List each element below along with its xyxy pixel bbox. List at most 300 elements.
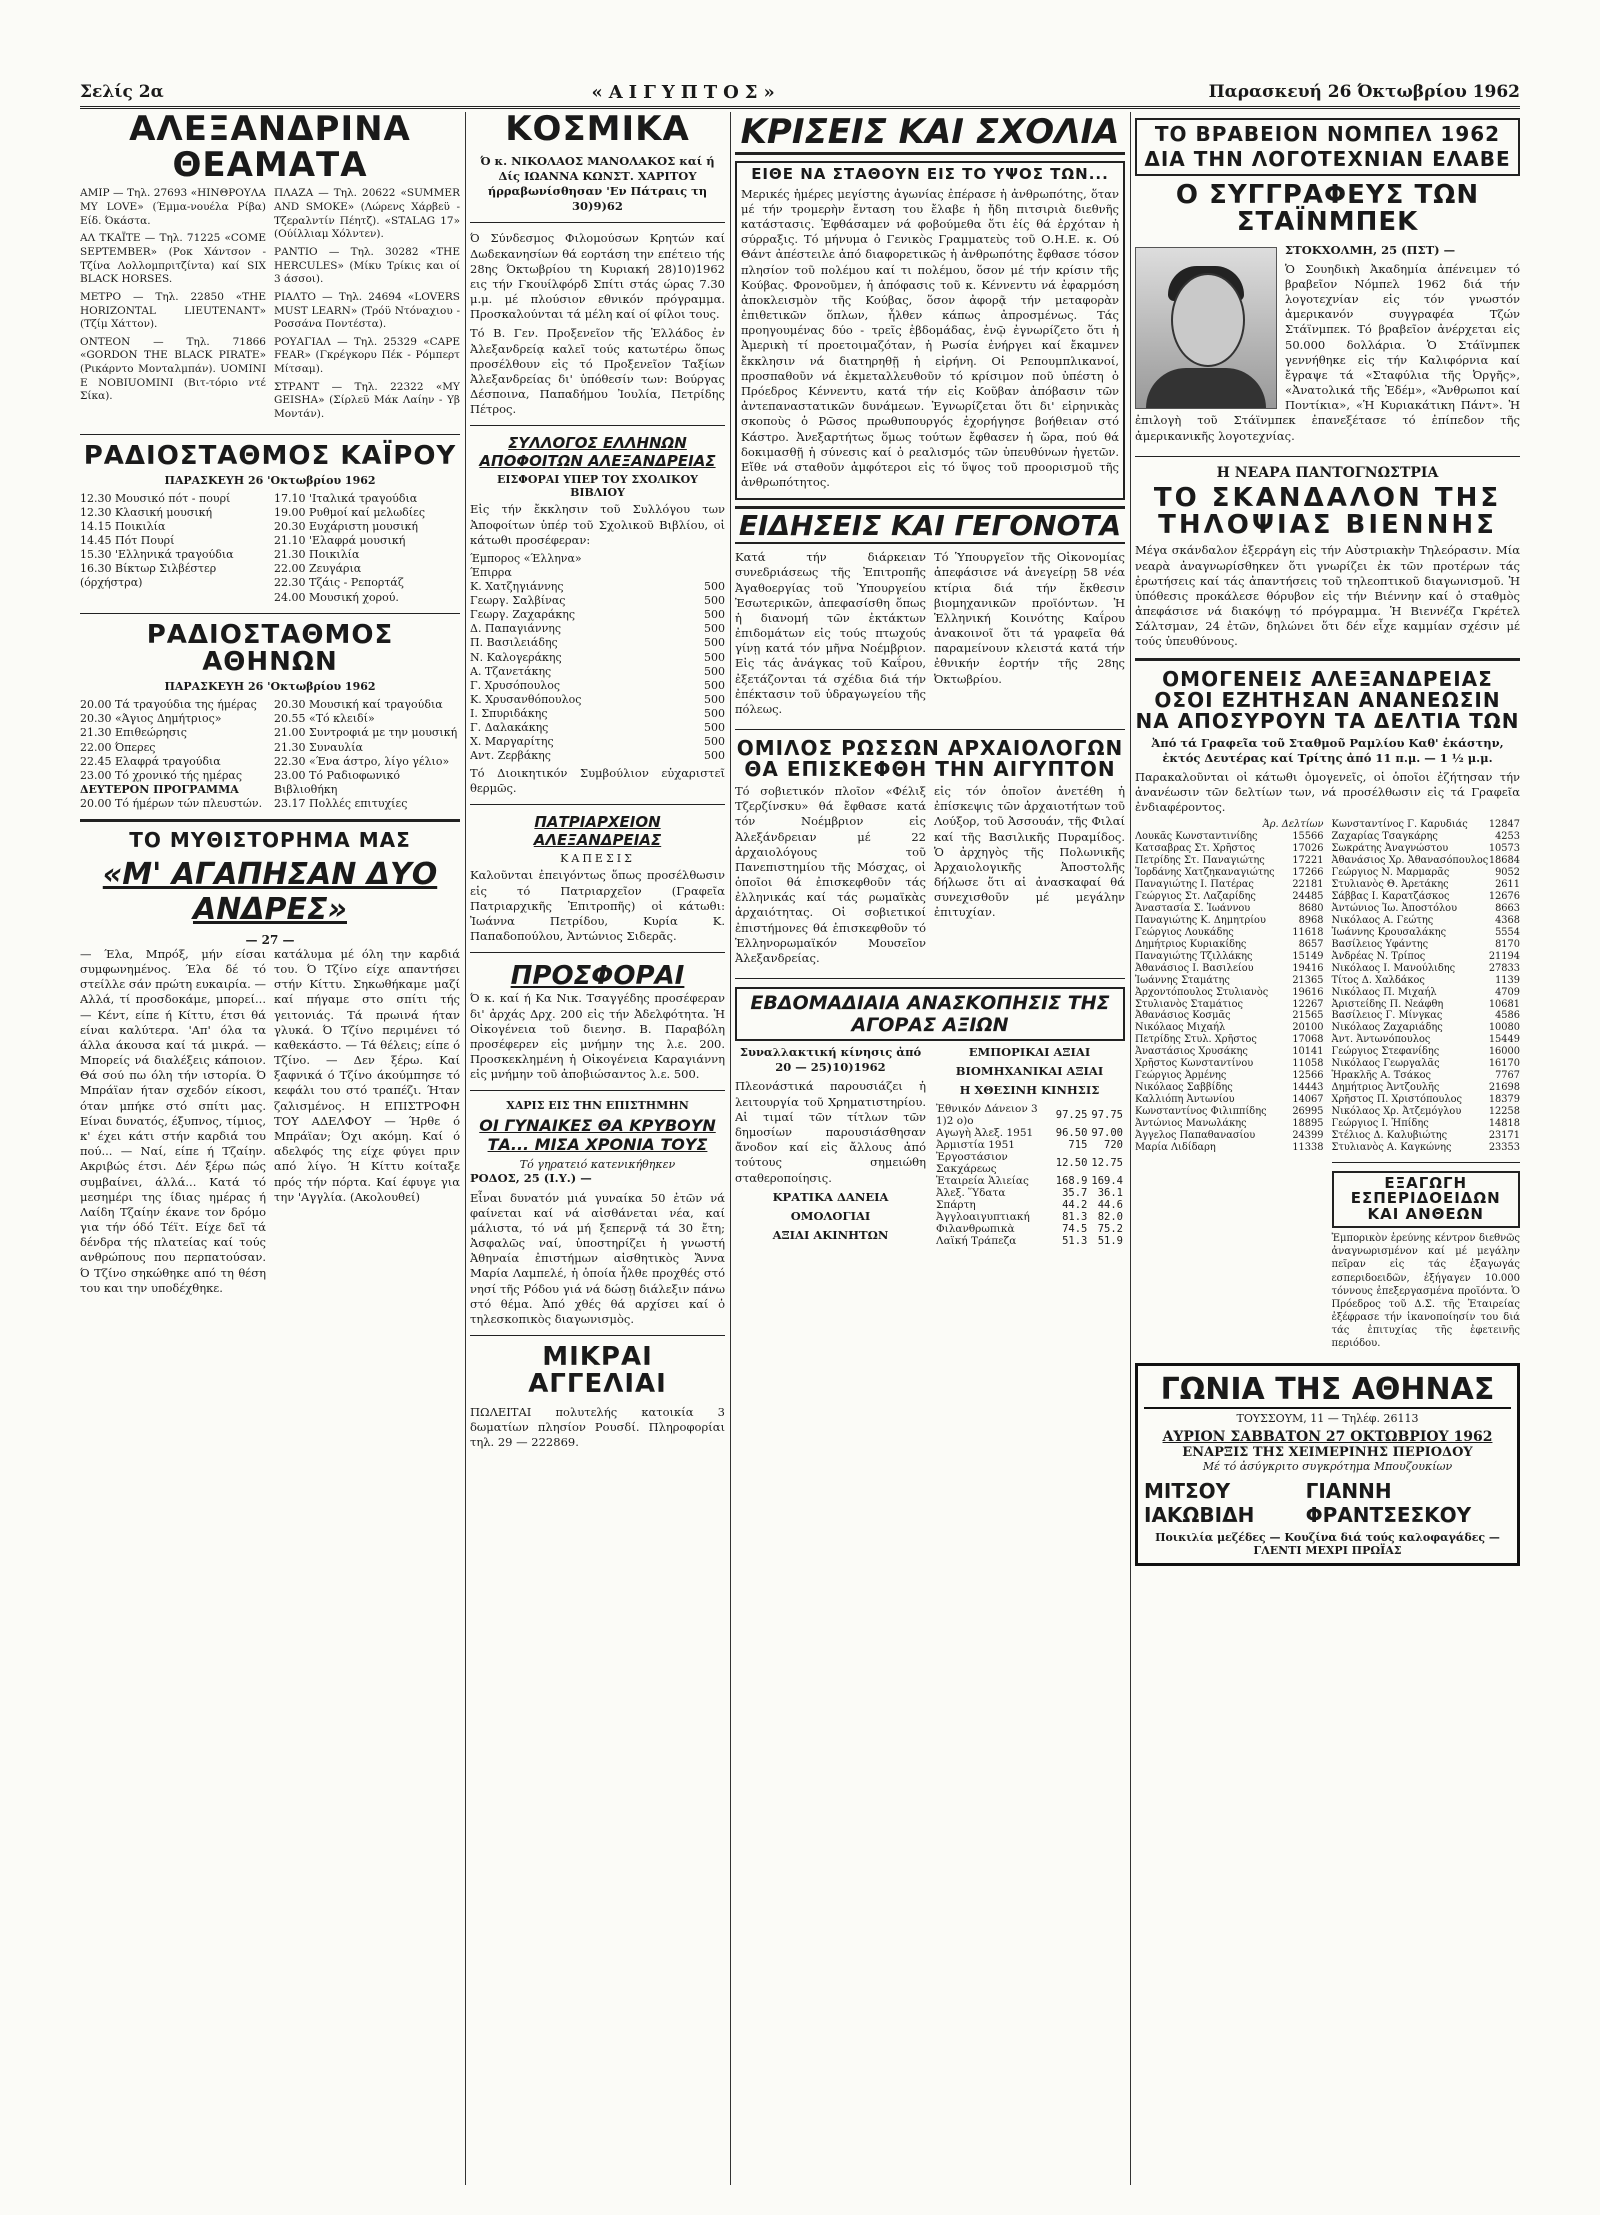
- bulletin-row-name: Γεώργιος Λουκάδης: [1135, 926, 1234, 938]
- bulletin-row-value: 8170: [1495, 938, 1520, 950]
- bulletin-row: [1135, 987, 1324, 999]
- bulletin-row-value: 23171: [1488, 1129, 1520, 1141]
- society-item: Τό Β. Γεν. Προξενεῖον τῆς Ἑλλάδος ἐν Ἀλεξανδρείᾳ καλεῖ τούς κατωτέρω ὅπως προσέλθουν εἰς τό Προξενεῖον Ταξίων Ἀλεξανδρείας δι' ὑπόθεσίν των: Βούργας Δέσποινα, Παπαδήμου Ἰουλία, Πετρίδης Πέτρος.: [470, 326, 725, 417]
- bulletin-row-value: 8657: [1298, 938, 1324, 950]
- price-row: [934, 1199, 1125, 1211]
- price-value: 169.4: [1091, 1174, 1123, 1187]
- bulletin-row-value: 18895: [1292, 1117, 1324, 1129]
- theatre-entry: ΠΛΑΖΑ — Τηλ. 20622 «SUMMER AND SMOKE» (Λώρενς Χάρβεϋ - Τζεραλντίν Πέητζ). «STALAG 17» (Ούίλλιαμ Χόλντεν).: [274, 187, 460, 241]
- gossip-text: Μέγα σκάνδαλον ἐξερράγη εἰς τήν Αὐστριακὴν Τηλεόρασιν. Μία νεαρὰ ἀναγνωρίσθηκεν ὅτι γνωρίζει ἐκ τῶν προτέρων τάς ἐρωτήσεις καί τάς ἀπαντήσεις τοῦ τηλεοπτικοῦ διαγωνισμοῦ. Ἡ ὑπόθεσις προκάλεσε θόρυβον εἰς τήν Βιέννην καί ὁ σταθμὸς ἀπεφάσισε νά διακόψῃ τό πρόγραμμα. Ἡ Βιεννέζα Γκρέτελ Σάλτσμαν, 24 ἐτῶν, δηλώνει ὅτι δέν εἶχε καμμίαν σχέσιν μέ τούς ὑπευθύνους.: [1135, 543, 1520, 649]
- donation-row-value: 500: [704, 678, 725, 692]
- price-row: [934, 1139, 1125, 1151]
- donation-row: [470, 608, 725, 622]
- donation-list: [470, 552, 725, 763]
- security-name: Ἐθνικόν Δάνειον 3 1)2 ο)ο: [936, 1102, 1038, 1127]
- market-body: [735, 1045, 1125, 1247]
- bulletin-row: [1135, 975, 1324, 987]
- bulletin-names-right: [1332, 819, 1521, 1153]
- science-kicker: ΧΑΡΙΣ ΕΙΣ ΤΗΝ ΕΠΙΣΤΗΜΗΝ: [506, 1099, 689, 1113]
- bulletin-row: [1332, 1130, 1521, 1142]
- gossip-headline: ΤΟ ΣΚΑΝΔΑΛΟΝ ΤΗΣ ΤΗΛΟΨΙΑΣ ΒΙΕΝΝΗΣ: [1153, 482, 1502, 541]
- bulletin-row-value: 17068: [1292, 1034, 1324, 1046]
- tavern-advertisement: [1135, 1363, 1520, 1566]
- bulletin-row: [1332, 987, 1521, 999]
- commentary-heading: ΚΡΙΣΕΙΣ ΚΑΙ ΣΧΟΛΙΑ: [735, 112, 1125, 155]
- price-value: 75.2: [1097, 1222, 1123, 1235]
- bulletin-row-value: 26995: [1292, 1105, 1324, 1117]
- bulletin-subheading: Ἀπό τά Γραφεῖα τοῦ Σταθμοῦ Ραμλίου Καθ' ἑκάστην, ἐκτός Δευτέρας καί Τρίτης ἀπό 11 π.μ. — 1 ½ μ.μ.: [1151, 735, 1504, 765]
- price-row: [934, 1151, 1125, 1175]
- donation-row-name: Δ. Παπαγιάννης: [470, 622, 562, 636]
- radio-athens-schedule: [80, 698, 460, 811]
- donation-row: [470, 566, 725, 580]
- divider: [1332, 1162, 1521, 1163]
- bulletin-row-name: Ἀρχοντόπουλος Στυλιανὸς: [1135, 986, 1269, 998]
- market-subheading: Συναλλακτική κίνησις ἀπό 20 — 25)10)1962: [739, 1045, 922, 1075]
- bulletin-row-value: 27833: [1488, 962, 1520, 974]
- radio-athens-date: ΠΑΡΑΣΚΕΥΗ 26 'Οκτωβρίου 1962: [164, 680, 376, 694]
- schedule-item: 15.30 'Ελληνικά τραγούδια: [80, 548, 234, 562]
- theatres-right: [274, 187, 460, 425]
- small-ad: ΠΩΛΕΙΤΑΙ πολυτελής κατοικία 3 δωματίων πλησίον Ρουσδί. Πληροφορίαι τηλ. 29 — 222869.: [470, 1404, 725, 1450]
- donation-row: [470, 552, 725, 566]
- gossip-kicker: Η ΝΕΑΡΑ ΠΑΝΤΟΓΝΩΣΤΡΙΑ: [1216, 464, 1439, 481]
- bulletin-row-name: Κωνσταντίνος Φιλιππίδης: [1135, 1105, 1267, 1117]
- bulletin-row-name: Στυλιανὸς Θ. Ἀρετάκης: [1331, 879, 1449, 891]
- bulletin-row: [1332, 1082, 1521, 1094]
- engagement-notice: Ό κ. ΝΙΚΟΛΑΟΣ ΜΑΝΟΛΑΚΟΣ καί ή Δίς ΙΩΑΝΝΑ ΚΩΝΣΤ. ΧΑΡΙΤΟΥ ήρραβωνίσθησαν 'Εν Πάτραις τη 30)9)62: [480, 153, 715, 214]
- schedule-item: 16.30 Βίκτωρ Σιλβέστερ (όρχήστρα): [80, 562, 217, 590]
- schedule-item: 21.30 Επιθεώρησις: [80, 726, 187, 740]
- bulletin-row-value: 7767: [1495, 1070, 1520, 1082]
- bulletin-row-value: 21365: [1292, 974, 1324, 986]
- price-value: 97.00: [1091, 1126, 1123, 1139]
- union-footer: Τό Διοικητικόν Συμβούλιον εὐχαριστεῖ θερμῶς.: [470, 766, 725, 796]
- schedule-item: 22.45 Ελαφρά τραγούδια: [80, 754, 221, 768]
- archaeologists-body: [735, 784, 1125, 970]
- bulletin-row: [1332, 891, 1521, 903]
- market-section-heading: ΒΙΟΜΗΧΑΝΙΚΑΙ ΑΞΙΑΙ: [955, 1064, 1104, 1079]
- column-rule: [730, 112, 731, 2185]
- nobel-text: Ὁ Σουηδικὴ Ἀκαδημία ἀπένειμεν τό βραβεῖον Νόμπελ 1962 διά τήν λογοτεχνίαν εἰς τόν γνωστόν ἀμερικανόν συγγραφέα Τζών Στάϊνμπεκ. Τό βραβεῖον ἀνέρχεται εἰς 50.000 δολλάρια. Ὁ Στάϊνμπεκ γεννήθηκε εἰς τήν Καλιφόρνια καί ἔγραψε τά «Σταφύλια τῆς Ὀργῆς», «Ἀνατολικά τῆς Ἐδέμ», «Ἄνθρωποι καί Ποντίκια», «Ἡ Κυριακάτικη Πάντ». Ἡ ἐπιλογὴ τοῦ Στάϊνμπεκ ἐπανεξέτασε τό ἐπίπεδον τῆς ἀμερικανικῆς λογοτεχνίας.: [1135, 261, 1520, 443]
- bulletin-row-value: 14067: [1292, 1094, 1324, 1106]
- schedule-item: 20.00 Τά τραγούδια της ήμέρας: [80, 698, 257, 712]
- divider: [1135, 456, 1520, 457]
- market-section-heading: Η ΧΘΕΣΙΝΗ ΚΙΝΗΣΙΣ: [959, 1083, 1100, 1098]
- bulletin-row-value: 4253: [1495, 831, 1520, 843]
- bulletin-names-left: [1135, 831, 1324, 1153]
- bulletin-row-name: Μαρία Λιδίδαρη: [1135, 1141, 1216, 1153]
- bulletin-row: [1135, 999, 1324, 1011]
- bulletin-row-name: Νικόλαος Χρ. Ἀτζεμόγλου: [1331, 1105, 1462, 1117]
- bulletin-row-value: 24485: [1292, 891, 1324, 903]
- bulletin-row-value: 14818: [1488, 1117, 1520, 1129]
- bulletin-row-value: 12267: [1292, 998, 1324, 1010]
- news-body: [735, 550, 1125, 721]
- newspaper-name: «ΑΙΓΥΠΤΟΣ»: [591, 81, 781, 103]
- donation-row: [470, 594, 725, 608]
- price-value: 74.5: [1062, 1222, 1088, 1235]
- bulletin-row-name: Ἀθανάσιος Χρ. Ἀθανασόπουλος: [1331, 855, 1489, 867]
- price-value: 44.6: [1097, 1198, 1123, 1211]
- donation-row: [470, 622, 725, 636]
- bulletin-row: [1332, 951, 1521, 963]
- radio-cairo-right: [274, 492, 460, 605]
- price-value: 97.25: [1055, 1108, 1088, 1121]
- bulletin-row-name: Ζαχαρίας Τσαγκάρης: [1331, 831, 1438, 843]
- radio-athens-right: [274, 698, 460, 811]
- bulletin-row: [1332, 831, 1521, 843]
- schedule-item: 14.45 Πότ Πουρί: [80, 534, 175, 548]
- price-value: 51.9: [1097, 1234, 1123, 1247]
- bulletin-row-value: 10681: [1488, 998, 1520, 1010]
- bulletin-row: [1332, 1094, 1521, 1106]
- divider: [470, 804, 725, 805]
- theatres-heading: ΑΛΕΞΑΝΔΡΙΝΑ ΘΕΑΜΑΤΑ: [129, 112, 411, 185]
- schedule-item: 21.10 'Ελαφρά μουσική: [274, 534, 406, 548]
- bulletin-row-value: 11338: [1292, 1141, 1324, 1153]
- bulletin-row-name: Παναγιώτης Κ. Δημητρίου: [1135, 914, 1266, 926]
- bulletin-row-value: 17221: [1292, 855, 1324, 867]
- bulletin-row: [1332, 927, 1521, 939]
- novel-episode: — 27 —: [245, 932, 295, 947]
- donation-row-name: Χ. Μαργαρίτης: [470, 734, 554, 748]
- price-value: 12.50: [1055, 1156, 1088, 1169]
- price-value: 720: [1104, 1138, 1123, 1151]
- theatres-listing: [80, 187, 460, 425]
- bulletin-row-name: Ἀθανάσιος Ι. Βασιλείου: [1135, 962, 1254, 974]
- bulletin-row: [1135, 903, 1324, 915]
- schedule-item: 22.00 Ζευγάρια: [274, 562, 362, 576]
- bulletin-row-value: 2611: [1495, 879, 1520, 891]
- donation-row-name: Αντ. Ζερβάκης: [470, 749, 551, 763]
- bulletin-row: [1135, 1010, 1324, 1022]
- ad-address: ΤΟΥΣΣΟΥΜ, 11 — Τηλέφ. 26113: [1236, 1411, 1419, 1425]
- bulletin-row-name: Νικόλαος Γεωργαλᾶς: [1331, 1058, 1440, 1070]
- science-text: Εἶναι δυνατόν μιά γυναίκα 50 ἐτῶν νά φαίνεται καί νά αἰσθάνεται νέα, καί μάλιστα, τό νά μή ξεπερνᾷ τά 30 ἔτη; Ἀσφαλῶς ναί, ὑποστηρίζει ἡ γνωστή Ἀθηναία ἐπιστήμων αἰσθητικὸς Ἄννα Μαρία Λαμπελέ, ἡ ὁποία ἦλθε προχθές στό νησί τῆς Ρόδου γιά νά δώσῃ διάλεξιν πάνω στό θέμα. Ἀπό χθές θά αρχίσει καί ὁ τηλεσκοπικὸς διαγωνισμὸς.: [470, 1190, 725, 1326]
- bulletin-row-value: 8968: [1298, 914, 1324, 926]
- bulletin-row: [1332, 1118, 1521, 1130]
- theatre-entry: ΡΑΝΤΙΟ — Τηλ. 30282 «THE HERCULES» (Μίκυ Τρίκις και οί 3 άσσοι).: [274, 245, 460, 286]
- nobel-kicker: ΤΟ ΒΡΑΒΕΙΟΝ ΝΟΜΠΕΛ 1962: [1154, 122, 1501, 146]
- donation-row-name: Γ. Δαλακάκης: [470, 720, 549, 734]
- ad-artist: ΜΙΤΣΟΥ ΙΑΚΩΒΙΔΗ: [1144, 1478, 1255, 1527]
- price-value: 51.3: [1062, 1234, 1088, 1247]
- bulletin-row-value: 21565: [1292, 1010, 1324, 1022]
- nobel-box: [1135, 118, 1520, 176]
- donation-row-value: 500: [704, 706, 725, 720]
- bulletin-row-value: 15149: [1292, 950, 1324, 962]
- donation-row: [470, 693, 725, 707]
- column-rule: [1130, 112, 1131, 2185]
- donation-row-name: Κ. Χατζηγιάννης: [470, 580, 564, 594]
- bulletin-row: [1332, 1034, 1521, 1046]
- price-value: 12.75: [1091, 1156, 1123, 1169]
- schedule-item: 21.30 Ποικιλία: [274, 548, 360, 562]
- bulletin-row-value: 16170: [1488, 1058, 1520, 1070]
- schedule-item: 20.00 Τό ήμέρων τών πλευστών.: [80, 796, 263, 810]
- bulletin-row-value: 19616: [1292, 986, 1324, 998]
- theatres-left: [80, 187, 266, 425]
- schedule-subheading: ΔΕΥΤΕΡΟΝ ΠΡΟΓΡΑΜΜΑ: [80, 782, 239, 796]
- schedule-item: 14.15 Ποικιλία: [80, 520, 166, 534]
- bulletin-row: [1332, 1010, 1521, 1022]
- bulletin-row-name: Νικόλαος Α. Γεώτης: [1331, 914, 1434, 926]
- bulletin-row: [1135, 879, 1324, 891]
- theatre-entry: ΟΝΤΕΟΝ — Τηλ. 71866 «GORDON THE BLACK PIRATE» (Ρικάρντο Μονταλμπάν). UOMINI E NOBIUOMINI (Βιτ-τόριο ντέ Σίκα).: [80, 335, 266, 403]
- archaeologists-text: εἰς τόν ὁποῖον ἀνετέθη ἡ ἐπίσκεψις τῶν ἀρχαιοτήτων τοῦ Λούξορ, τοῦ Ἀσσουάν, τῆς Φιλαί καί τῆς Βασιλικῆς Πυραμίδος. Ὁ ἀρχηγὸς τῆς Πολωνικῆς Ἀρχαιολογικῆς Ἀποστολῆς δήλωσε ὅτι αἱ ἀνασκαφαί θά συνεχισθοῦν μέ μεγάλην ἐπιτυχίαν.: [934, 784, 1125, 920]
- donation-row-name: Γ. Χρυσόπουλος: [470, 678, 561, 692]
- donation-row-value: 500: [704, 734, 725, 748]
- nobel-article: [1135, 243, 1520, 444]
- nobel-subheading: ΔΙΑ ΤΗΝ ΛΟΓΟΤΕΧΝΙΑΝ ΕΛΑΒΕ: [1144, 147, 1511, 171]
- donation-row-value: 500: [704, 664, 725, 678]
- bulletin-row: [1135, 843, 1324, 855]
- theatre-entry: ΡΟΥΑΓΙΑΛ — Τηλ. 25329 «CAPE FEAR» (Γκρέγκορυ Πέκ - Ρόμπερτ Μίτσαμ).: [274, 335, 460, 376]
- schedule-item: 23.00 Τό Ραδιοφωνικό Βιβλιοθήκη: [274, 768, 401, 796]
- price-value: 715: [1068, 1138, 1088, 1151]
- schedule-item: 22.30 «Ένα άστρο, λίγο γέλιο»: [274, 754, 450, 768]
- divider: [80, 434, 460, 435]
- ad-footer: Ποικιλία μεζέδες — Κουζίνα διά τούς καλοφαγάδες — ΓΛΕΝΤΙ ΜΕΧΡΙ ΠΡΩΪΑΣ: [1155, 1530, 1500, 1557]
- ad-with: Μέ τό ἀσύγκριτο συγκρότημα Μπουζουκίων: [1202, 1459, 1453, 1473]
- bulletin-row-value: 16000: [1488, 1046, 1520, 1058]
- issue-date: Παρασκευή 26 Όκτωβρίου 1962: [1208, 82, 1520, 102]
- bulletin-row-value: 23353: [1488, 1141, 1520, 1153]
- bulletin-row: [1332, 867, 1521, 879]
- bulletin-row-value: 18684: [1488, 855, 1520, 867]
- bulletin-row-name: Ἀναστάσιος Χρυσάκης: [1135, 1046, 1248, 1058]
- bulletin-row-name: Χρῆστος Π. Χριστόπουλος: [1331, 1094, 1462, 1106]
- science-subheading: Τό γηρατειό κατενικήθηκεν: [519, 1158, 676, 1172]
- bulletin-row-name: Παναγιώτης Τζιλλάκης: [1135, 950, 1253, 962]
- security-name: Αγωγὴ Ἀλεξ. 1951: [936, 1126, 1034, 1139]
- bulletin-row-name: Σάββας Ι. Καρατζάσκος: [1331, 891, 1450, 903]
- price-row: [934, 1103, 1125, 1127]
- bulletin-row: [1332, 963, 1521, 975]
- donation-row-value: 500: [704, 608, 725, 622]
- donation-row-name: Ι. Σπυριδάκης: [470, 706, 548, 720]
- bulletin-row-value: 12847: [1488, 819, 1520, 831]
- union-intro: Εἰς τήν ἔκκλησιν τοῦ Συλλόγου των Ἀποφοίτων ὑπέρ τοῦ Σχολικοῦ Βιβλίου, οἱ κάτωθι προσέφεραν:: [470, 502, 725, 547]
- bulletin-row: [1332, 915, 1521, 927]
- donation-row-value: 500: [704, 594, 725, 608]
- price-value: 81.3: [1062, 1210, 1088, 1223]
- divider: [470, 1090, 725, 1091]
- small-ads-heading: ΜΙΚΡΑΙ ΑΓΓΕΛΙΑΙ: [528, 1342, 667, 1400]
- price-table: [934, 1103, 1125, 1247]
- bulletin-row-value: 18379: [1488, 1094, 1520, 1106]
- bulletin-row: [1135, 1106, 1324, 1118]
- bulletin-row-name: Γεώργιος Στεφανίδης: [1331, 1046, 1440, 1058]
- editorial-headline: ΕΙΘΕ ΝΑ ΣΤΑΘΟΥΝ ΕΙΣ ΤΟ ΥΨΟΣ ΤΩΝ...: [751, 165, 1109, 183]
- bulletin-row-name: Δημήτριος Κυριακίδης: [1135, 938, 1247, 950]
- bulletin-row: [1135, 891, 1324, 903]
- page-number: Σελίς 2α: [80, 82, 164, 102]
- divider: [1135, 658, 1520, 661]
- bulletin-row-name: Νικόλαος Σαββίδης: [1135, 1082, 1233, 1094]
- schedule-item: 23.00 Τό χρονικό τής ημέρας: [80, 768, 243, 782]
- schedule-item: 20.30 Μουσική καί τραγούδια: [274, 698, 443, 712]
- donation-row: [470, 580, 725, 594]
- price-value: 36.1: [1097, 1186, 1123, 1199]
- bulletin-row-name: Πετρίδης Στ. Παναγιώτης: [1135, 855, 1265, 867]
- bulletin-row-name: Ἀντ. Ἀντωνόπουλος: [1331, 1034, 1431, 1046]
- donation-row-name: Γεωργ. Ζαχαράκης: [470, 608, 576, 622]
- divider: [470, 952, 725, 953]
- security-name: Ἀγγλοαιγυπτιακή: [936, 1210, 1030, 1223]
- security-name: Σπάρτη: [936, 1198, 976, 1211]
- bulletin-row-value: 8663: [1495, 903, 1520, 915]
- bulletin-row-name: Ἀθανάσιος Κοσμᾶς: [1135, 1010, 1231, 1022]
- donation-row: [470, 721, 725, 735]
- patriarchate-heading: ΠΑΤΡΙΑΡΧΕΙΟΝ ΑΛΕΞΑΝΔΡΕΙΑΣ: [533, 813, 662, 850]
- schedule-item: 22.30 Τζάις - Ρεπορτάζ: [274, 576, 404, 590]
- bulletin-row-name: Σωκράτης Ἀναγνώστου: [1331, 843, 1449, 855]
- schedule-item: 23.17 Πολλές επιτυχίες: [274, 796, 408, 810]
- bulletin-row-name: Καλλιόπη Ἀντωνίου: [1135, 1094, 1235, 1106]
- donation-row-name: Έμπορος «Έλληνα»: [470, 551, 582, 565]
- bulletin-row: [1135, 1070, 1324, 1082]
- column-rule: [465, 112, 466, 2185]
- bulletin-row-name: Ἰορδάνης Χατζηκαναγιώτης: [1135, 867, 1275, 879]
- bulletin-row-name: Πετρίδης Στυλ. Χρῆστος: [1135, 1034, 1257, 1046]
- bulletin-row-name: Ἰωάννης Σταμάτης: [1135, 974, 1230, 986]
- bulletin-row-name: Ἀντώνιος Μανωλάκης: [1135, 1117, 1247, 1129]
- donation-row: [470, 636, 725, 650]
- divider: [80, 613, 460, 614]
- price-value: 97.75: [1091, 1108, 1123, 1121]
- bulletin-row: [1135, 927, 1324, 939]
- bulletin-row-value: 20100: [1292, 1022, 1324, 1034]
- schedule-item: 22.00 Όπερες: [80, 740, 156, 754]
- ad-artist: ΓΙΑΝΝΗ ΦΡΑΝΤΣΕΣΚΟΥ: [1305, 1478, 1472, 1527]
- security-name: Φιλανθρωπικὰ: [936, 1222, 1015, 1235]
- bulletin-row-name: Γεώργιος Στ. Λαζαρίδης: [1135, 891, 1256, 903]
- bulletin-row-value: 4586: [1495, 1010, 1520, 1022]
- security-name: Ἑταιρεία Ἁλιείας: [936, 1174, 1029, 1187]
- export-headline: ΕΞΑΓΩΓΗ ΕΣΠΕΡΙΔΟΕΙΔΩΝ ΚΑΙ ΑΝΘΕΩΝ: [1332, 1171, 1521, 1228]
- bulletin-row-name: Ἀριστείδης Π. Νεάφθη: [1331, 998, 1444, 1010]
- bulletin-row-name: Ἀνδρέας Ν. Τρίπος: [1331, 950, 1426, 962]
- masthead: [80, 78, 1520, 109]
- bulletin-row-name: Δημήτριος Ἀντζουλῆς: [1331, 1082, 1440, 1094]
- bulletin-row-value: 11058: [1292, 1058, 1324, 1070]
- bulletin-row-value: 24399: [1292, 1129, 1324, 1141]
- bulletin-row-name: Νικόλαος Ζαχαριάδης: [1331, 1022, 1443, 1034]
- bulletin-row-value: 11618: [1292, 926, 1324, 938]
- bulletin-row: [1135, 939, 1324, 951]
- ad-date: ΑΥΡΙΟΝ ΣΑΒΒΑΤΟΝ 27 ΟΚΤΩΒΡΙΟΥ 1962: [1162, 1428, 1493, 1445]
- bulletin-row: [1135, 915, 1324, 927]
- bulletin-row-value: 9052: [1495, 867, 1520, 879]
- bulletin-row-name: Νικόλαος Π. Μιχαήλ: [1331, 986, 1437, 998]
- editorial-text: Μερικές ἡμέρες μεγίστης ἀγωνίας ἐπέρασε ἡ ἀνθρωπότης, ὅταν μέ τήν τρομερὴν ἔνταση του ἔλαβε ἡ ἤδη πιτσιριὰ διεθνῆς κατάστασις. Ἐφθάσαμεν νά φοβούμεθα ὅτι ἐίς θά ἐρχόταν ἡ σύρραξις. Τό μήνυμα ὁ Γενικὸς Γραμματεὺς τοῦ Ο.Η.Ε. κ. Ού Θάντ ἀπέστειλε ἀπό διαφορετικῶς ἡ ἀνθρωπότης ἔφθασε τόσον πλησίον τοῦ πολέμου καί τι πολέμου, ὅσον μέ τήν κρίσιν τῆς Κούβας. Φρονοῦμεν, ἡ ἀπόφασις τοῦ κ. Κέννεντυ νά ἐφαρμόση ἀποκλεισμὸν τῆς Κούβας, ὅσον ἀφορᾷ τήν μεταφορὰν ἐπιθετικῶν ὅπλων, ἦλθεν κάπως ἀπροσμένως. Τάς προηγουμένας δύο - τρεῖς ἑβδομάδας, ἐνῷ ἐγνωρίζετο ὅτι ἡ Ἀμερικὴ τί προετοιμαζόταν, ἡ Ρωσία ἐνήργει καί ἔκαμνεν ἔκκλησιν νά διατηρηθῇ ἡ εἰρήνη. Οἱ Ρεπουμπλικανοί, προσπαθοῦν νά ἐκμεταλλευθοῦν τό κρίσιμον ποῦ ὑπέστη ὁ Πρόεδρος Κέννεντυ, κατά τήν εἰς Κοῦβαν ἀπόβασιν τῶν ἀντεπαναστατικῶν δυνάμεων. Ἐγνωρίζεται ὅτι δι' εἰρηνικὰς σκοποὺς ὁ Ρῶσος πρωθυπουργός ἐχορήγησε βοήθειαν στό Κάστρο. Ἀνεξαρτήτως ὅμως τούτων ἔφθασεν ἡ ὥρα, πού θά δοκιμασθῇ ἡ σύνεσις καί ὁ ρεαλισμός τῶν ὑπευθύνων ἡγετῶν. Εἴθε νά σταθοῦν ἀμφότεροι εἰς τό ὕψος τοῦ προορισμοῦ τῆς ἀνθρωπότητος.: [741, 186, 1119, 490]
- bulletin-list: [1135, 819, 1520, 1354]
- divider: [470, 222, 725, 223]
- bulletin-intro: Παρακαλοῦνται οἱ κάτωθι ὁμογενεῖς, οἱ ὁποῖοι ἐζήτησαν τήν ἀνανέωσιν τῶν δελτίων των, νά προσέλθωσιν εἰς τά Γραφεῖα ἐνδιαφέροντος.: [1135, 769, 1520, 815]
- schedule-item: 20.30 «Άγιος Δημήτριος»: [80, 712, 222, 726]
- divider: [80, 819, 460, 822]
- theatre-entry: ΣΤΡΑΝΤ — Τηλ. 22322 «MY GEISHA» (Σίρλεϋ Μάκ Λαίην - Υβ Μοντάν).: [274, 380, 460, 420]
- patriarchate-subheading: ΚΑΠΕΣΙΣ: [560, 852, 635, 866]
- market-section-heading: ΑΞΙΑΙ ΑΚΙΝΗΤΩΝ: [772, 1228, 889, 1243]
- bulletin-row: [1135, 1034, 1324, 1046]
- ad-event: ΕΝΑΡΞΙΣ ΤΗΣ ΧΕΙΜΕΡΙΝΗΣ ΠΕΡΙΟΔΟΥ: [1182, 1444, 1473, 1460]
- offers-text: Ό κ. καί ή Κα Νικ. Τσαγγέδης προσέφεραν δι' ἀρχάς Δρχ. 200 εἰς τήν Ἀδελφότητα. Ἡ Οἰκογένεια τοῦ διενησ. Β. Παραβόλη προσέφερεν εἰς μνήμην της λ.ε. 200. Προσκεκλημένη ἡ Οἰκογένεια Καραγιάννη εἰς μνήμην τοῦ ἀποβιώσαντος λ.ε. 500.: [470, 991, 725, 1082]
- bulletin-row-name: Λουκᾶς Κωνσταντινίδης: [1135, 831, 1258, 843]
- bulletin-row: [1135, 1058, 1324, 1070]
- price-row: [934, 1211, 1125, 1223]
- price-row: [934, 1127, 1125, 1139]
- bulletin-row: [1135, 1046, 1324, 1058]
- bulletin-row-value: 17026: [1292, 843, 1324, 855]
- donation-row-name: Π. Βασιλειάδης: [470, 636, 558, 650]
- bulletin-row: [1332, 1106, 1521, 1118]
- steinbeck-portrait: [1135, 247, 1277, 409]
- theatre-entry: ΜΕΤΡΟ — Τηλ. 22850 «THE HORIZONTAL LIEUTENANT» (Τζίμ Χάττον).: [80, 290, 266, 331]
- bulletin-row-value: 10141: [1292, 1046, 1324, 1058]
- novel-text: — Έλα, Μπρόξ, μήν είσαι συμφωνημένος. Έλα δέ τό στείλλε σάν πρώτη ευκαιρία. — Αλλά, τί προσδοκάμε, μπορεί... — Κέντ, είπε ή Κίττυ, έτσι θά είναι καλύτερα. 'Απ' όλα τα άλλα άκουσα καί τά μικρά. — Μπορείς νά διαλέξεις κάποιον. Θά σού πω όλη τήν ιστορία. Ό Μπράϊαν ήταν σχεδόν είκοσι, όταν μπήκε στό σπίτι μας. Είναι δυνατός, έξυπνος, τίμιος, κ' έχει κάτι στήν καρδιά του πού... — Ναί, είπε ή Τζαίην. Ακριβώς έτσι. Δέν ξέρω πώς συμβαίνει, άλλά... Κατά τό μεσημέρι της ίδιας ημέρας ή Λαίδη Τζαίην έκανε τον δρόμο για τήν όδό Τέϊτ. Είχε δεῖ τά δένδρα τής πλατείας καί τούς ανθρώπους που περπατούσαν. Ό Τζίνο σηκώθηκε από τη θέση του και την υποδέχθηκε.: [80, 946, 266, 1295]
- bulletin-row-value: 15566: [1292, 831, 1324, 843]
- union-heading: ΣΥΛΛΟΓΟΣ ΕΛΛΗΝΩΝ ΑΠΟΦΟΙΤΩΝ ΑΛΕΞΑΝΔΡΕΙΑΣ: [479, 434, 716, 471]
- patriarchate-text: Καλοῦνται ἐπειγόντως ὅπως προσέλθωσιν εἰς τό Πατριαρχεῖον (Γραφεῖα Πατριαρχικῆς Ἐπιτροπῆς) οἱ κάτωθι: Ἰωάννα Πετρίδου, Κυρία Κ. Παπαδοπούλου, Ἀντώνιος Σιδερᾶς.: [470, 868, 725, 944]
- price-value: 168.9: [1055, 1174, 1088, 1187]
- bulletin-row: [1135, 963, 1324, 975]
- bulletin-row: [1135, 1118, 1324, 1130]
- bulletin-row: [1135, 867, 1324, 879]
- column-4: [1135, 112, 1520, 2185]
- export-text: Ἐμπορικὸν ἐρεύνης κέντρον διεθνῶς ἀναγνωρισμένον καί μέ μεγάλην πεῖραν εἰς τάς ἐξαγωγάς εσπεριδοειδῶν, ἐξήγαγεν 10.000 τόννους ἐπεξεργασμένα προϊόντα. Ὁ Πρόεδρος τοῦ Δ.Σ. τῆς Ἑταιρείας ἐξέφρασε τήν ἱκανοποίησίν του διά τάς ἐπιτυχίας τῆς ἐφετεινῆς περιόδου.: [1331, 1232, 1520, 1350]
- bulletin-row-value: 5554: [1495, 926, 1520, 938]
- bulletin-row-value: 15449: [1488, 1034, 1520, 1046]
- bulletin-row-name: Γεώργιος Ἀρμένης: [1135, 1070, 1227, 1082]
- donation-row: [470, 651, 725, 665]
- radio-cairo-date: ΠΑΡΑΣΚΕΥΗ 26 'Οκτωβρίου 1962: [164, 473, 376, 487]
- bulletin-row: [1332, 1022, 1521, 1034]
- divider: [735, 729, 1125, 730]
- society-heading: ΚΟΣΜΙΚΑ: [505, 112, 690, 149]
- bulletin-row: [1135, 951, 1324, 963]
- divider: [470, 1335, 725, 1336]
- bulletin-row-value: 4709: [1495, 986, 1520, 998]
- ad-title: ΓΩΝΙΑ ΤΗΣ ΑΘΗΝΑΣ: [1144, 1372, 1511, 1409]
- bulletin-row: [1135, 1082, 1324, 1094]
- bulletin-row-value: 22181: [1292, 879, 1324, 891]
- bulletin-row-value: 12566: [1292, 1070, 1324, 1082]
- donation-row: [470, 707, 725, 721]
- bulletin-row-name: Στέλιος Δ. Καλυβιώτης: [1331, 1129, 1448, 1141]
- schedule-item: 12.30 Μουσικό πότ - πουρί: [80, 492, 231, 505]
- donation-row-value: 500: [704, 580, 725, 594]
- novel-text: κατάλυμα μέ όλη την καρδιά του. Ό Τζίνο είχε απαντήσει στήν Κίττυ. Σηκωθήκαμε μαζί καί πήγαμε στο σπίτι τής γειτονιάς. Τά πρωινά ήταν γλυκά. Ό Τζίνο περιμένει τό καθεκάστο. — Τά θέλεις; είπε ό Τζίνο. — Δεν ξέρω. Καί ξαφνικά ό Τζίνο άκούμπησε τό κεφάλι του στό τραπέζι. Ήταν ζαλισμένος. Η ΕΠΙΣΤΡΟΦΗ ΤΟΥ ΑΔΕΛΦΟΥ — Ήρθε ό Μπράϊαν; Όχι ακόμη. Καί ό αδελφός της είχε φύγει πριν από λίγο. Ή Κίττυ κοίταξε πρός τήν πόρτα. Καί έφυγε για την 'Αγγλία. (Ακολουθεί): [274, 946, 460, 1204]
- bulletin-headline: ΟΜΟΓΕΝΕΙΣ ΑΛΕΞΑΝΔΡΕΙΑΣ ΟΣΟΙ ΕΖΗΤΗΣΑΝ ΑΝΑΝΕΩΣΙΝ ΝΑ ΑΠΟΣΥΡΟΥΝ ΤΑ ΔΕΛΤΙΑ ΤΩΝ: [1135, 666, 1520, 733]
- bulletin-row-value: 12676: [1488, 891, 1520, 903]
- schedule-item: 24.00 Μουσική χορού.: [274, 590, 399, 604]
- bulletin-row: [1332, 999, 1521, 1011]
- radio-athens-left: [80, 698, 266, 811]
- bulletin-row-value: 19416: [1292, 962, 1324, 974]
- price-value: 96.50: [1055, 1126, 1088, 1139]
- novel-title: «Μ' ΑΓΑΠΗΣΑΝ ΔΥΟ ΑΝΔΡΕΣ»: [102, 856, 438, 927]
- bulletin-row-value: 21698: [1488, 1082, 1520, 1094]
- price-row: [934, 1235, 1125, 1247]
- bulletin-row-value: 12258: [1488, 1105, 1520, 1117]
- column-1: [80, 112, 460, 2185]
- column-2: [470, 112, 725, 2185]
- donation-row-value: 500: [704, 692, 725, 706]
- price-row: [934, 1223, 1125, 1235]
